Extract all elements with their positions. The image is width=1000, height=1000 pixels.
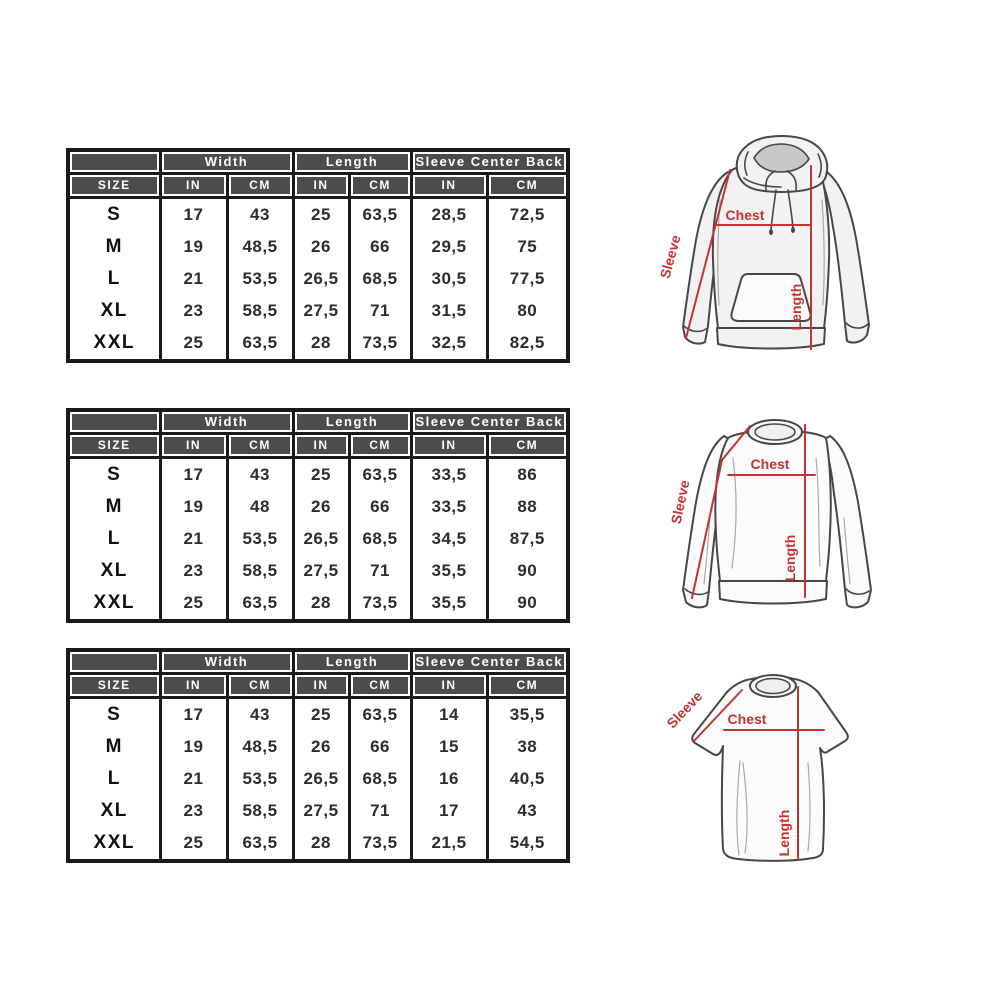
size-cell: S	[68, 698, 160, 732]
size-header: SIZE	[72, 177, 157, 194]
value-cell: 28	[293, 327, 349, 361]
value-cell: 26,5	[293, 263, 349, 295]
size-row	[68, 231, 568, 263]
size-cell: M	[68, 231, 160, 263]
corner-cell	[68, 410, 160, 434]
value-cell: 58,5	[227, 295, 293, 327]
size-row	[68, 587, 568, 621]
size-row	[68, 795, 568, 827]
size-cell: XL	[68, 295, 160, 327]
size-cell: L	[68, 523, 160, 555]
group-header-row	[68, 150, 568, 174]
value-cell: 21	[160, 263, 227, 295]
width-group-label: Width	[164, 154, 290, 170]
value-cell: 63,5	[227, 327, 293, 361]
length-label: Length	[782, 534, 798, 582]
sleeve-group-label: Sleeve Center Back	[415, 414, 564, 429]
sleeve-group-cell	[411, 150, 568, 174]
value-cell: 68,5	[349, 263, 411, 295]
value-cell: 30,5	[411, 263, 487, 295]
value-cell: 19	[160, 731, 227, 763]
value-cell: 66	[349, 231, 411, 263]
value-cell: 35,5	[487, 698, 568, 732]
unit-header-row	[68, 174, 568, 198]
unit-header: CM	[353, 677, 408, 694]
sweatshirt-diagram	[648, 398, 948, 630]
chest-label: Chest	[750, 456, 790, 472]
corner-cell	[68, 650, 160, 674]
length-group-cell	[293, 150, 411, 174]
value-cell: 63,5	[349, 198, 411, 232]
unit-header: IN	[415, 177, 484, 194]
tshirt-size-table	[66, 648, 570, 863]
unit-header: CM	[231, 177, 290, 194]
width-group-cell	[160, 650, 293, 674]
corner-label	[72, 654, 157, 670]
width-group-cell	[160, 150, 293, 174]
length-group-label: Length	[297, 414, 408, 430]
sleeve-group-label: Sleeve Center Back	[415, 654, 564, 669]
value-cell: 48	[227, 491, 293, 523]
value-cell: 27,5	[293, 795, 349, 827]
value-cell: 68,5	[349, 523, 411, 555]
size-cell: XL	[68, 795, 160, 827]
value-cell: 38	[487, 731, 568, 763]
value-cell: 17	[411, 795, 487, 827]
value-cell: 19	[160, 231, 227, 263]
unit-header: IN	[164, 437, 224, 454]
value-cell: 80	[487, 295, 568, 327]
size-cell: S	[68, 198, 160, 232]
unit-header: IN	[297, 177, 346, 194]
value-cell: 71	[349, 795, 411, 827]
value-cell: 43	[227, 458, 293, 492]
value-cell: 72,5	[487, 198, 568, 232]
unit-header: CM	[491, 677, 565, 694]
size-row	[68, 295, 568, 327]
size-cell: S	[68, 458, 160, 492]
size-row	[68, 523, 568, 555]
value-cell: 33,5	[411, 458, 487, 492]
sweatshirt-size-table	[66, 408, 570, 623]
value-cell: 17	[160, 698, 227, 732]
unit-header-row	[68, 674, 568, 698]
tshirt-collar-inner	[756, 679, 790, 694]
value-cell: 82,5	[487, 327, 568, 361]
size-cell: XXL	[68, 587, 160, 621]
value-cell: 43	[487, 795, 568, 827]
value-cell: 26	[293, 491, 349, 523]
sweatshirt-collar-inner	[755, 424, 795, 440]
unit-header: IN	[297, 677, 346, 694]
value-cell: 43	[227, 198, 293, 232]
sleeve-group-cell	[411, 410, 568, 434]
value-cell: 29,5	[411, 231, 487, 263]
chest-label: Chest	[727, 711, 767, 727]
value-cell: 75	[487, 231, 568, 263]
unit-header: CM	[491, 437, 565, 454]
size-cell: L	[68, 763, 160, 795]
length-label: Length	[776, 809, 792, 857]
value-cell: 87,5	[487, 523, 568, 555]
size-cell: XXL	[68, 327, 160, 361]
value-cell: 53,5	[227, 763, 293, 795]
value-cell: 25	[293, 198, 349, 232]
value-cell: 17	[160, 458, 227, 492]
unit-header: IN	[297, 437, 346, 454]
value-cell: 27,5	[293, 295, 349, 327]
sleeve-group-label: Sleeve Center Back	[415, 154, 564, 169]
sleeve-label: Sleeve	[667, 478, 693, 526]
chest-label: Chest	[725, 207, 765, 223]
value-cell: 35,5	[411, 587, 487, 621]
tshirt-diagram	[648, 653, 948, 895]
value-cell: 53,5	[227, 523, 293, 555]
value-cell: 17	[160, 198, 227, 232]
size-row	[68, 458, 568, 492]
value-cell: 54,5	[487, 827, 568, 861]
unit-header: IN	[415, 677, 484, 694]
value-cell: 25	[293, 458, 349, 492]
value-cell: 63,5	[227, 827, 293, 861]
unit-header: IN	[164, 677, 224, 694]
value-cell: 90	[487, 555, 568, 587]
size-cell: XXL	[68, 827, 160, 861]
value-cell: 63,5	[349, 458, 411, 492]
value-cell: 28	[293, 587, 349, 621]
length-group-label: Length	[297, 654, 408, 670]
unit-header: CM	[231, 677, 290, 694]
value-cell: 25	[160, 827, 227, 861]
length-label: Length	[788, 283, 804, 331]
value-cell: 28	[293, 827, 349, 861]
value-cell: 26	[293, 231, 349, 263]
unit-header: CM	[231, 437, 290, 454]
value-cell: 23	[160, 555, 227, 587]
value-cell: 26,5	[293, 763, 349, 795]
value-cell: 21	[160, 763, 227, 795]
value-cell: 28,5	[411, 198, 487, 232]
size-row	[68, 731, 568, 763]
length-group-cell	[293, 650, 411, 674]
hoodie-diagram	[648, 130, 948, 382]
value-cell: 48,5	[227, 231, 293, 263]
value-cell: 66	[349, 731, 411, 763]
value-cell: 88	[487, 491, 568, 523]
unit-header: CM	[491, 177, 565, 194]
unit-header-row	[68, 434, 568, 458]
value-cell: 16	[411, 763, 487, 795]
size-cell: XL	[68, 555, 160, 587]
size-header: SIZE	[72, 677, 157, 694]
unit-header: IN	[164, 177, 224, 194]
value-cell: 21	[160, 523, 227, 555]
size-header: SIZE	[72, 437, 157, 454]
unit-header: IN	[415, 437, 484, 454]
size-row	[68, 263, 568, 295]
value-cell: 21,5	[411, 827, 487, 861]
value-cell: 15	[411, 731, 487, 763]
value-cell: 32,5	[411, 327, 487, 361]
value-cell: 53,5	[227, 263, 293, 295]
value-cell: 73,5	[349, 827, 411, 861]
sleeve-label: Sleeve	[663, 687, 706, 732]
value-cell: 25	[293, 698, 349, 732]
value-cell: 33,5	[411, 491, 487, 523]
size-row	[68, 763, 568, 795]
drawstring-tip	[791, 227, 795, 233]
width-group-cell	[160, 410, 293, 434]
size-cell: M	[68, 491, 160, 523]
value-cell: 63,5	[227, 587, 293, 621]
value-cell: 23	[160, 795, 227, 827]
corner-label	[72, 154, 157, 170]
width-group-label: Width	[164, 414, 290, 430]
unit-header: CM	[353, 437, 408, 454]
size-row	[68, 327, 568, 361]
value-cell: 35,5	[411, 555, 487, 587]
value-cell: 58,5	[227, 795, 293, 827]
value-cell: 73,5	[349, 587, 411, 621]
value-cell: 63,5	[349, 698, 411, 732]
size-cell: L	[68, 263, 160, 295]
drawstring-tip	[769, 229, 773, 235]
size-row	[68, 698, 568, 732]
value-cell: 25	[160, 587, 227, 621]
sleeve-group-cell	[411, 650, 568, 674]
width-group-label: Width	[164, 654, 290, 670]
value-cell: 73,5	[349, 327, 411, 361]
value-cell: 23	[160, 295, 227, 327]
value-cell: 31,5	[411, 295, 487, 327]
value-cell: 40,5	[487, 763, 568, 795]
value-cell: 77,5	[487, 263, 568, 295]
value-cell: 34,5	[411, 523, 487, 555]
unit-header: CM	[353, 177, 408, 194]
value-cell: 43	[227, 698, 293, 732]
value-cell: 26	[293, 731, 349, 763]
value-cell: 27,5	[293, 555, 349, 587]
value-cell: 58,5	[227, 555, 293, 587]
group-header-row	[68, 650, 568, 674]
size-cell: M	[68, 731, 160, 763]
size-row	[68, 198, 568, 232]
length-group-label: Length	[297, 154, 408, 170]
sleeve-label: Sleeve	[656, 233, 684, 281]
tshirt-body	[692, 676, 848, 861]
hoodie-hem-band	[717, 328, 825, 349]
value-cell: 86	[487, 458, 568, 492]
value-cell: 90	[487, 587, 568, 621]
group-header-row	[68, 410, 568, 434]
size-row	[68, 491, 568, 523]
value-cell: 66	[349, 491, 411, 523]
value-cell: 71	[349, 555, 411, 587]
sweatshirt-hem-band	[719, 581, 827, 604]
corner-cell	[68, 150, 160, 174]
value-cell: 71	[349, 295, 411, 327]
value-cell: 48,5	[227, 731, 293, 763]
corner-label	[72, 414, 157, 430]
length-group-cell	[293, 410, 411, 434]
hoodie-size-table	[66, 148, 570, 363]
size-row	[68, 827, 568, 861]
value-cell: 68,5	[349, 763, 411, 795]
value-cell: 14	[411, 698, 487, 732]
value-cell: 26,5	[293, 523, 349, 555]
value-cell: 19	[160, 491, 227, 523]
value-cell: 25	[160, 327, 227, 361]
size-row	[68, 555, 568, 587]
